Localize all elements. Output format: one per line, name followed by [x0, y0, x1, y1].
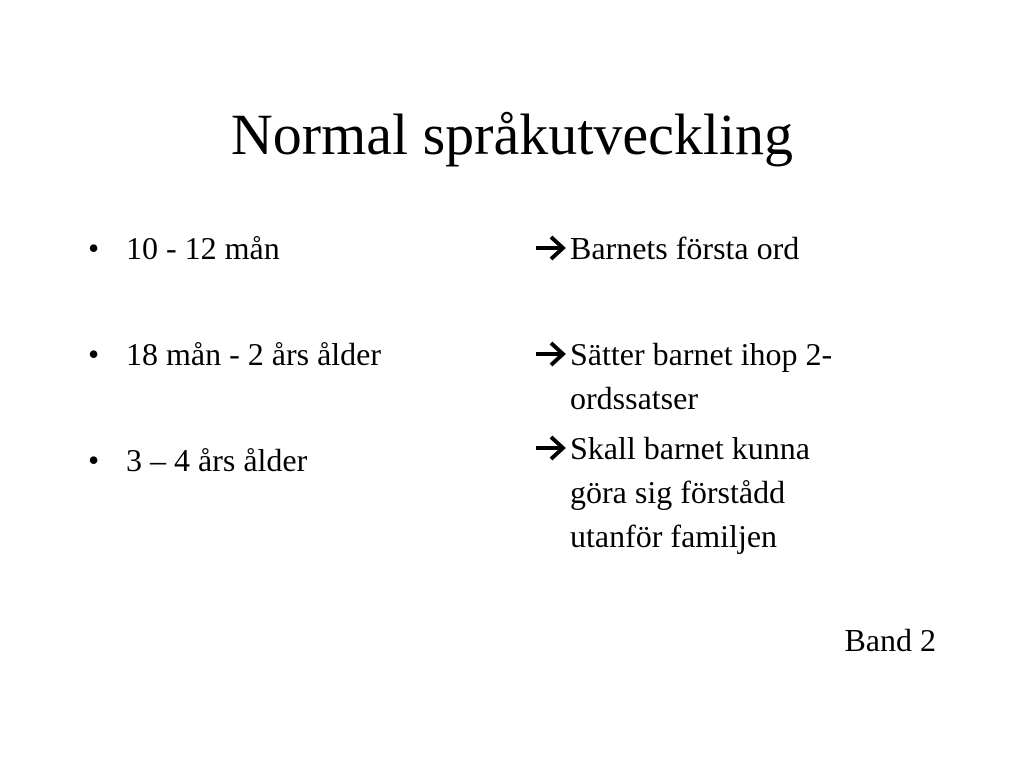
right-arrow-icon: [533, 226, 569, 270]
milestone-text: Skall barnet kunna göra sig förstådd utanför familjen: [570, 430, 810, 554]
age-item: [88, 334, 381, 374]
bullet-icon: •: [88, 442, 100, 478]
milestone-text: Sätter barnet ihop 2- ordssatser: [570, 336, 833, 416]
milestone-item: [533, 226, 933, 270]
age-item: [88, 440, 307, 480]
right-arrow-icon: [533, 426, 569, 470]
bullet-icon: •: [88, 230, 100, 266]
milestone-item: [533, 332, 933, 420]
age-item-label: 10 - 12 mån: [126, 230, 280, 266]
age-item: [88, 228, 280, 268]
band-label: Band 2: [844, 622, 936, 658]
slide-title: Normal språkutveckling: [230, 102, 794, 167]
milestone-text: Barnets första ord: [570, 230, 800, 266]
bullet-icon: •: [88, 336, 100, 372]
age-item-label: 3 – 4 års ålder: [126, 442, 308, 478]
milestone-item: [533, 426, 933, 558]
right-arrow-icon: [533, 332, 569, 376]
age-item-label: 18 mån - 2 års ålder: [126, 336, 382, 372]
